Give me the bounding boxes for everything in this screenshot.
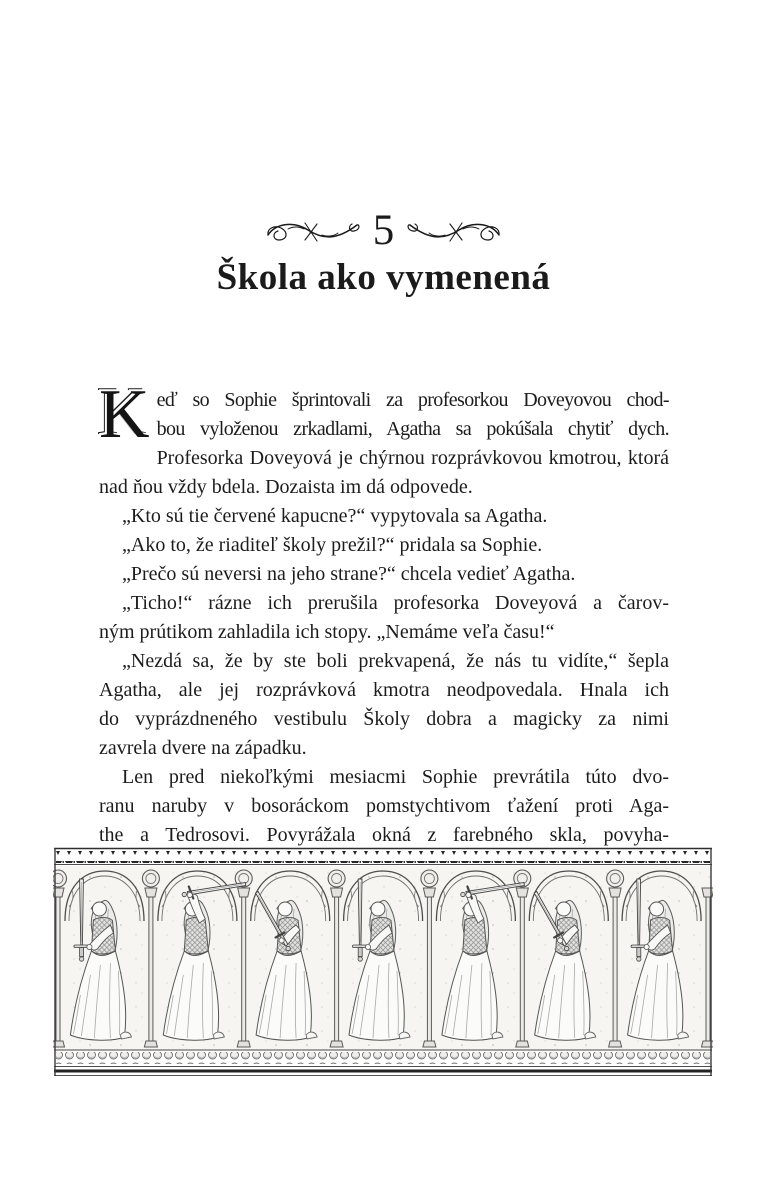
body-line: ranu naruby v bosoráckom pomstychtivom ťažení proti Aga-: [99, 795, 669, 817]
chapter-number: 5: [372, 206, 395, 254]
body-line: nad ňou vždy bdela. Dozaista im dá odpovede.: [99, 476, 473, 498]
body-line: bou vyloženou zrkadlami, Agatha sa pokúšala chytiť dych.: [156, 418, 669, 440]
frieze-svg: [53, 845, 713, 1077]
body-line: Profesorka Doveyová je chýrnou rozprávkovou kmotrou, ktorá: [156, 447, 669, 469]
body-line: „Ako to, že riaditeľ školy prežil?“ pridala sa Sophie.: [122, 534, 543, 556]
chapter-title: Škola ako vymenená: [216, 257, 551, 298]
body-line: Agatha, ale jej rozprávková kmotra neodpovedala. Hnala ich: [99, 679, 669, 701]
body-line: the a Tedrosovi. Povyrážala okná z farebného skla, povyha-: [99, 824, 669, 846]
body-line: Len pred niekoľkými mesiacmi Sophie prevrátila túto dvo-: [122, 766, 669, 788]
flourish-right-ornament: [407, 216, 503, 248]
body-line: „Ticho!“ rázne ich prerušila profesorka Doveyová a čarov-: [122, 592, 669, 614]
body-line: „Prečo sú neversi na jeho strane?“ chcela vedieť Agatha.: [122, 563, 576, 585]
body-line: do vyprázdneného vestibulu Školy dobra a magicky za nimi: [99, 708, 669, 730]
body-line: „Nezdá sa, že by ste boli prekvapená, že nás tu vidíte,“ šepla: [122, 650, 669, 672]
chapter-illustration-frieze: [53, 845, 713, 1077]
body-line: zavrela dvere na západku.: [99, 737, 307, 759]
body-line: „Kto sú tie červené kapucne?“ vypytovala sa Agatha.: [122, 505, 548, 527]
body-line: eď so Sophie šprintovali za profesorkou Doveyovou chod-: [156, 389, 669, 411]
chapter-ornament-row: [0, 206, 767, 258]
flourish-left-ornament: [264, 216, 360, 248]
body-line: ným prútikom zahladila ich stopy. „Nemáme veľa času!“: [99, 621, 555, 643]
drop-cap: K: [99, 376, 150, 453]
body-text: [99, 376, 669, 850]
